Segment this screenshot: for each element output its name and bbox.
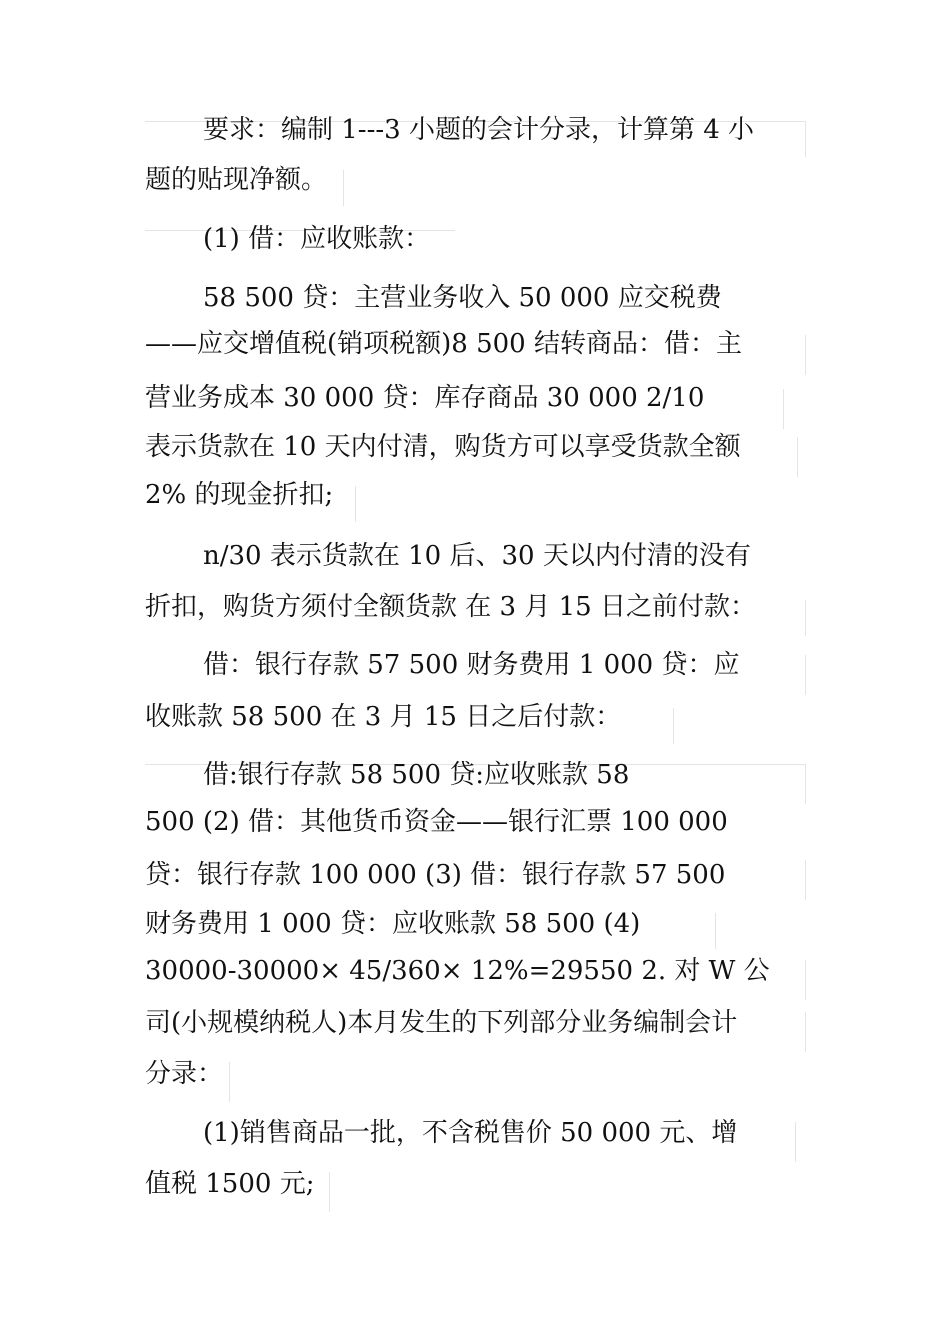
text-line: 表示货款在 10 天内付清，购货方可以享受货款全额: [145, 432, 741, 462]
text-line: 收账款 58 500 在 3 月 15 日之后付款：: [145, 702, 622, 732]
text-line: 题的贴现净额。: [145, 165, 328, 195]
text-line: 借:银行存款 58 500 贷:应收账款 58: [203, 760, 630, 790]
text-line: (1)销售商品一批，不含税售价 50 000 元、增: [203, 1118, 738, 1148]
text-line: 贷：银行存款 100 000 (3) 借：银行存款 57 500: [145, 860, 726, 890]
text-line: 分录：: [145, 1059, 224, 1089]
text-line: 折扣，购货方须付全额货款 在 3 月 15 日之前付款：: [145, 592, 756, 622]
text-line: 营业务成本 30 000 贷：库存商品 30 000 2/10: [145, 383, 705, 413]
text-line: n/30 表示货款在 10 后、30 天以内付清的没有: [203, 541, 751, 571]
text-line: 58 500 贷：主营业务收入 50 000 应交税费: [203, 283, 722, 313]
text-line: 2% 的现金折扣;: [145, 480, 334, 510]
text-line: 财务费用 1 000 贷：应收账款 58 500 (4): [145, 909, 641, 939]
text-line: 值税 1500 元;: [145, 1169, 315, 1199]
text-line: 500 (2) 借：其他货币资金——银行汇票 100 000: [145, 807, 728, 837]
text-line: 30000-30000× 45/360× 12%=29550 2. 对 W 公: [145, 956, 770, 986]
text-line: 司(小规模纳税人)本月发生的下列部分业务编制会计: [145, 1008, 738, 1038]
text-line: (1) 借：应收账款：: [203, 224, 431, 254]
text-line: 借：银行存款 57 500 财务费用 1 000 贷：应: [203, 650, 740, 680]
text-line: ——应交增值税(销项税额)8 500 结转商品：借：主: [145, 329, 742, 359]
text-line: 要求：编制 1---3 小题的会计分录，计算第 4 小: [203, 115, 755, 145]
